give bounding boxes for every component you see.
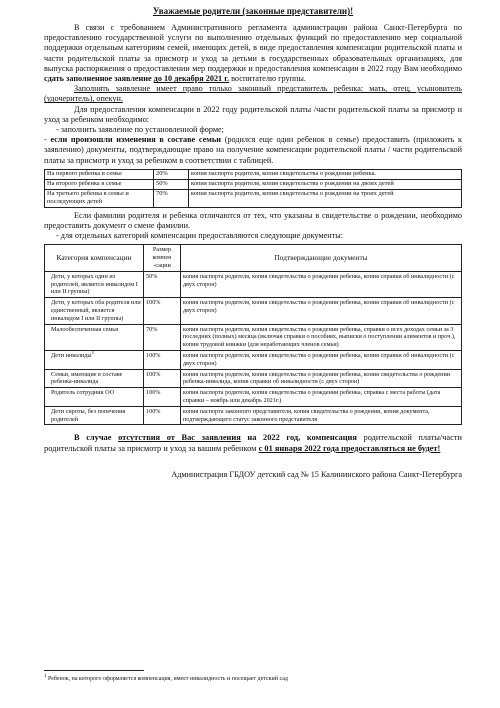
child-order-cell: На второго ребенка в семье xyxy=(45,179,154,189)
header-documents: Подтверждающие документы xyxy=(181,245,462,271)
table-row xyxy=(45,351,462,370)
documents-cell: копия паспорта родителя, копия свидетельства о рождении ребенка. xyxy=(189,169,462,179)
category-label: Родитель сотрудник ОО xyxy=(51,389,115,397)
category-cell xyxy=(45,406,144,425)
category-cell xyxy=(45,324,144,350)
table-row xyxy=(45,271,462,297)
documents-cell: копия паспорта родителя, копия свидетельства о рождении ребенка, справка с места работы (дата справки – ноябрь или декабрь 2021г.) xyxy=(181,388,462,407)
footnote-divider xyxy=(44,670,144,671)
header-category: Категория компенсации xyxy=(45,245,144,271)
percent-cell: 50% xyxy=(154,179,189,189)
table-row xyxy=(45,179,462,189)
category-label: Семьи, имеющие в составе ребенка-инвалида xyxy=(51,370,123,386)
bullet-rest: (родился еще один ребенок в семье) предоставить (приложить к заявлению) документы, подтверждающие право на получение компенсации родительской платы / части родительской платы за присмотр и уход за ребенком в соответствии с таблицей. xyxy=(44,135,463,165)
size-cell: 100% xyxy=(144,406,181,425)
child-order-table xyxy=(44,169,462,208)
category-label: Малообеспеченная семья xyxy=(51,325,118,333)
documents-cell: копия паспорта родителя, копия свидетельства о рождении на двоих детей xyxy=(189,179,462,189)
category-label: Дети инвалиды xyxy=(51,352,92,360)
table-row xyxy=(45,388,462,407)
table-row xyxy=(45,189,462,207)
documents-cell: копия паспорта родителя, копия свидетельства о рождении ребенка, справки о всех доходах семьи за 3 последних (полных) месяца (включая справки о пособиях, выписки о поступлении алиментов и проч.), копии трудовой книжки (для неработающих членов семьи) xyxy=(181,324,462,350)
surname-paragraph: Если фамилии родителя и ребенка отличаются от тех, что указаны в свидетельстве о рождении, необходимо предоставить документ о смене фамилии. xyxy=(44,210,462,231)
footnote-mark: 1 xyxy=(44,674,47,679)
closing-p3: на 2022 год, компенсация xyxy=(240,433,357,443)
administration-signature: Администрация ГБДОУ детский сад № 15 Калининского района Санкт-Петербурга xyxy=(171,470,462,480)
category-cell xyxy=(45,271,144,297)
table-row xyxy=(45,324,462,350)
documents-cell: копия паспорта родителя, копия свидетельства о рождении ребенка, копия справки об инвалидности (с двух сторон) xyxy=(181,271,462,297)
closing-paragraph xyxy=(44,433,462,454)
requirements-paragraph: Для предоставления компенсации в 2022 году родительской платы /части родительской платы за присмотр и уход за ребенком необходимо: xyxy=(44,104,462,124)
size-cell: 50% xyxy=(144,271,181,297)
closing-p2: отсутствия от Вас заявления xyxy=(118,433,241,443)
table-row xyxy=(45,369,462,388)
documents-cell: копия паспорта родителя, копия свидетельства о рождении ребенка, копия справки об инвалидности (с двух сторон) xyxy=(181,351,462,370)
percent-cell: 70% xyxy=(154,189,189,207)
intro-text-1: В связи с требованием Административного регламента администрации района Санкт-Петербурга по предоставлению государственной услуги по выполнению отдельных функций по предоставлению мер социальной поддержки отдельным категориям семей, имеющих детей, в виде предоставления компенсации родительской платы и части родительской платы за присмотр и уход за детьми в государственных образовательных организациях, для выпуска распоряжения о предоставлении мер поддержки и предоставления компенсации в 2022 году Вам необходимо xyxy=(44,23,462,73)
bullet-family-change xyxy=(44,135,462,166)
footnote-ref: 1 xyxy=(91,350,95,356)
bullet-lead: - xyxy=(44,135,51,145)
category-label: Дети, у которых оба родителя или единственный, является инвалидом I или II группы) xyxy=(51,299,141,322)
documents-cell: копия паспорта родителя, копия свидетельства о рождении на троих детей xyxy=(189,189,462,207)
child-order-cell: На первого ребенка в семье xyxy=(45,169,154,179)
table-row xyxy=(45,169,462,179)
header-size: Размер компен -сации xyxy=(144,245,181,271)
size-cell: 100% xyxy=(144,298,181,324)
bullet-bold: если произошли изменения в составе семьи xyxy=(50,135,221,145)
category-cell xyxy=(45,351,144,370)
footnote-text: Ребенок, на которого оформляется компенсация, имеет инвалидность и посещает детский сад xyxy=(46,676,288,682)
category-cell xyxy=(45,298,144,324)
intro-bold-1: сдать заполненное заявление xyxy=(44,74,154,84)
size-cell: 100% xyxy=(144,388,181,407)
closing-p1: В случае xyxy=(74,433,119,443)
closing-p4: родительской платы/части родительской платы за присмотр и уход за вашим ребенком xyxy=(44,433,462,453)
documents-cell: копия паспорта родителя, копия свидетельства о рождении ребенка, копия свидетельства о рождении ребенка-инвалида, копия справки об инвалидности (с двух сторон) xyxy=(181,369,462,388)
child-order-cell: На третьего ребенка в семье и последующих детей xyxy=(45,189,154,207)
size-cell: 70% xyxy=(144,324,181,350)
percent-cell: 20% xyxy=(154,169,189,179)
footnote xyxy=(44,675,464,683)
notice-page xyxy=(44,6,462,480)
bullet-fill-form: - заполнить заявление по установленной форме; xyxy=(56,125,224,135)
size-cell: 100% xyxy=(144,369,181,388)
category-cell xyxy=(45,388,144,407)
documents-cell: копия паспорта родителя, копия свидетельства о рождении ребенка, копия справки об инвалидности (с двух сторон) xyxy=(181,298,462,324)
page-title: Уважаемые родители (законные представители)! xyxy=(152,6,354,16)
fill-right-paragraph: Заполнять заявление имеет право только законный представитель ребенка: мать, отец, усыновитель (удочеритель), опекун. xyxy=(44,84,462,104)
intro-paragraph xyxy=(44,23,462,84)
documents-cell: копия паспорта законного представителя, копия свидетельства о рождении, копия документа, подтверждающего статус законного представителя xyxy=(181,406,462,425)
closing-p5: с 01 января 2022 года предоставляться не будет! xyxy=(258,443,441,453)
intro-text-2: воспитателю группы. xyxy=(229,74,306,84)
categories-paragraph: - для отдельных категорий компенсации предоставляются следующие документы: xyxy=(56,231,344,241)
intro-deadline: до 10 декабря 2021 г. xyxy=(153,74,230,84)
categories-table xyxy=(44,244,462,425)
size-cell: 100% xyxy=(144,351,181,370)
category-label: Дети сироты, без попечения родителей xyxy=(51,407,126,423)
category-label: Дети, у которых один из родителей, является инвалидом I или II группы) xyxy=(51,272,138,296)
table-row xyxy=(45,298,462,324)
categories-table-header xyxy=(45,245,462,271)
category-cell xyxy=(45,369,144,388)
table-row xyxy=(45,406,462,425)
